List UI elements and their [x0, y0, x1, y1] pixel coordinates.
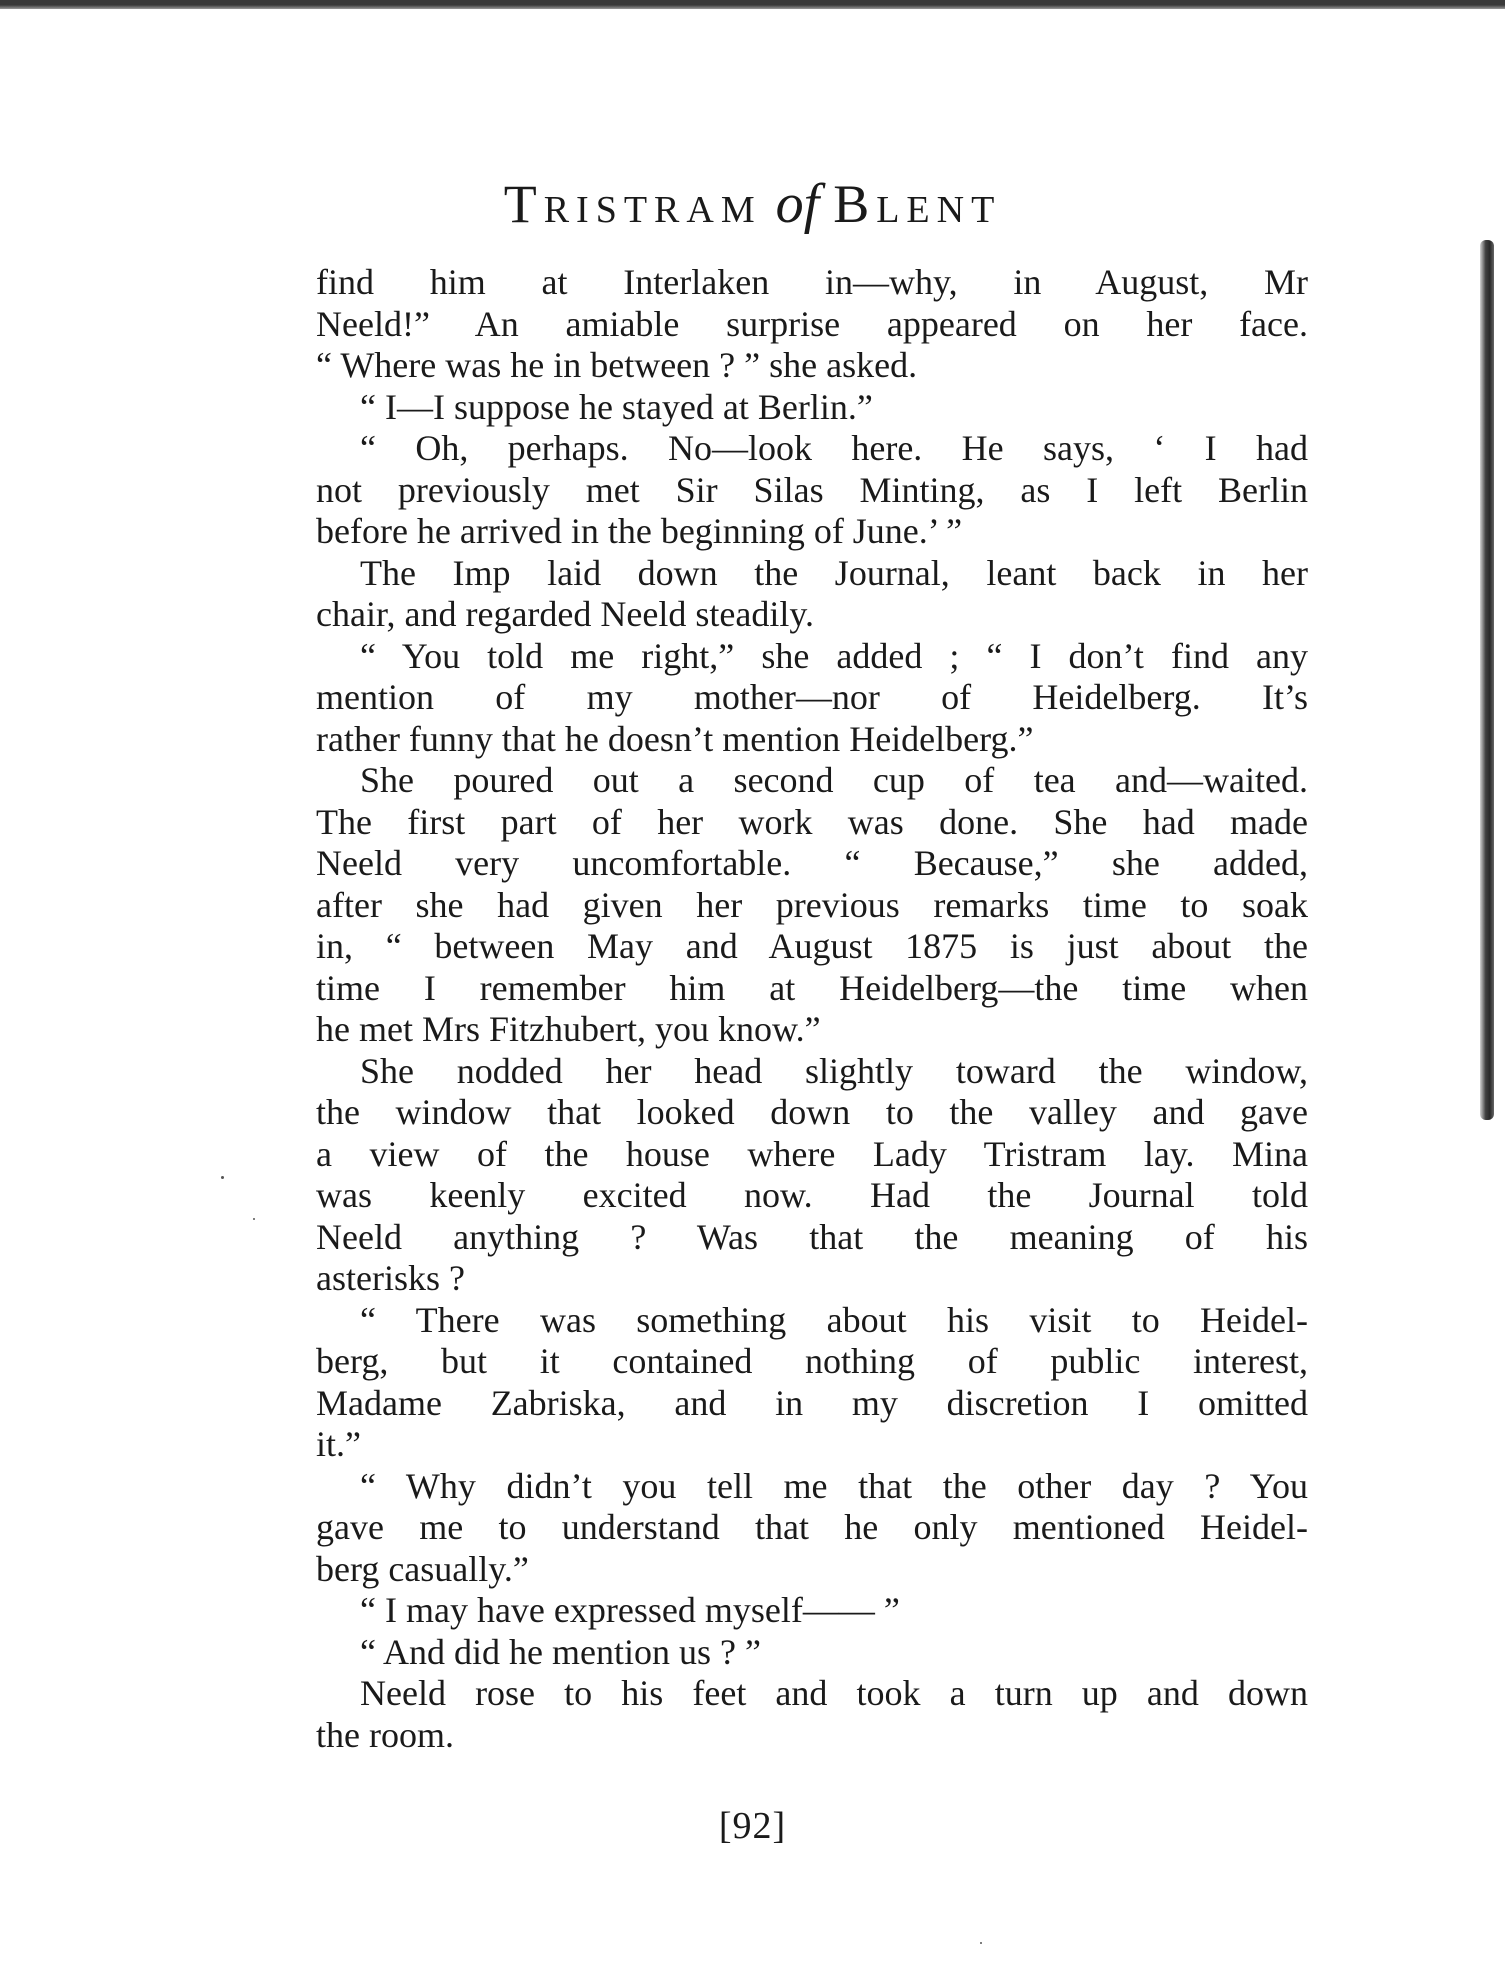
body-text — [316, 262, 1308, 1756]
text-line: find him at Interlaken in—why, in August, Mr — [316, 262, 1308, 302]
scan-speck — [253, 1218, 255, 1220]
text-line: berg casually.” — [316, 1548, 529, 1589]
page-edge-shadow — [1480, 240, 1494, 1120]
text-line: Madame Zabriska, and in my discretion I omitted — [316, 1382, 1308, 1423]
text-line: “ There was something about his visit to Heidel- — [360, 1299, 1308, 1340]
text-line: Neeld very uncomfortable. “ Because,” she added, — [316, 843, 1308, 883]
text-line: the room. — [316, 1714, 454, 1755]
text-line: gave me to understand that he only mentioned Heidel- — [316, 1507, 1308, 1547]
text-line: She poured out a second cup of tea and—waited. — [360, 760, 1308, 800]
text-line: “ Where was he in between ? ” she asked. — [316, 345, 918, 385]
text-line: “ I—I suppose he stayed at Berlin.” — [360, 386, 873, 427]
text-line: The first part of her work was done. She had made — [316, 801, 1308, 842]
text-line: after she had given her previous remarks time to soak — [316, 884, 1308, 925]
page-number: [92] — [718, 1805, 787, 1847]
running-head-title-left: Tristram — [503, 174, 762, 234]
text-line: asterisks ? — [316, 1258, 465, 1298]
text-line: Neeld rose to his feet and took a turn up and down — [360, 1673, 1308, 1713]
text-line: berg, but it contained nothing of public interest, — [316, 1341, 1308, 1381]
scan-top-border — [0, 0, 1505, 9]
text-line: She nodded her head slightly toward the window, — [360, 1050, 1308, 1091]
running-head-of: of — [775, 173, 820, 235]
text-line: the window that looked down to the valley and gave — [316, 1092, 1308, 1132]
text-line: chair, and regarded Neeld steadily. — [316, 594, 814, 634]
text-line: “ I may have expressed myself—— ” — [360, 1590, 900, 1630]
text-line: before he arrived in the beginning of June.’ ” — [316, 511, 963, 551]
running-head-title-right: Blent — [833, 174, 1002, 234]
text-line: “ Why didn’t you tell me that the other day ? You — [360, 1465, 1308, 1506]
text-line: Neeld!” An amiable surprise appeared on her face. — [316, 303, 1308, 344]
text-line: not previously met Sir Silas Minting, as I left Berlin — [316, 469, 1308, 510]
text-line: it.” — [316, 1424, 361, 1464]
text-line: mention of my mother—nor of Heidelberg. It’s — [316, 677, 1308, 717]
text-line: a view of the house where Lady Tristram lay. Mina — [316, 1133, 1308, 1174]
text-line: was keenly excited now. Had the Journal told — [316, 1175, 1308, 1215]
text-line: time I remember him at Heidelberg—the time when — [316, 967, 1308, 1008]
text-line: “ You told me right,” she added ; “ I don’t find any — [360, 635, 1308, 676]
text-line: Neeld anything ? Was that the meaning of his — [316, 1216, 1308, 1257]
scan-speck — [221, 1176, 224, 1179]
text-line: in, “ between May and August 1875 is just about the — [316, 926, 1308, 966]
text-line: “ And did he mention us ? ” — [360, 1631, 761, 1672]
text-line: The Imp laid down the Journal, leant back in her — [360, 552, 1308, 593]
text-line: rather funny that he doesn’t mention Heidelberg.” — [316, 718, 1034, 759]
running-head — [0, 172, 1505, 236]
text-line: he met Mrs Fitzhubert, you know.” — [316, 1009, 821, 1049]
scan-speck — [980, 1942, 982, 1944]
text-line: “ Oh, perhaps. No—look here. He says, ‘ I had — [360, 428, 1308, 468]
